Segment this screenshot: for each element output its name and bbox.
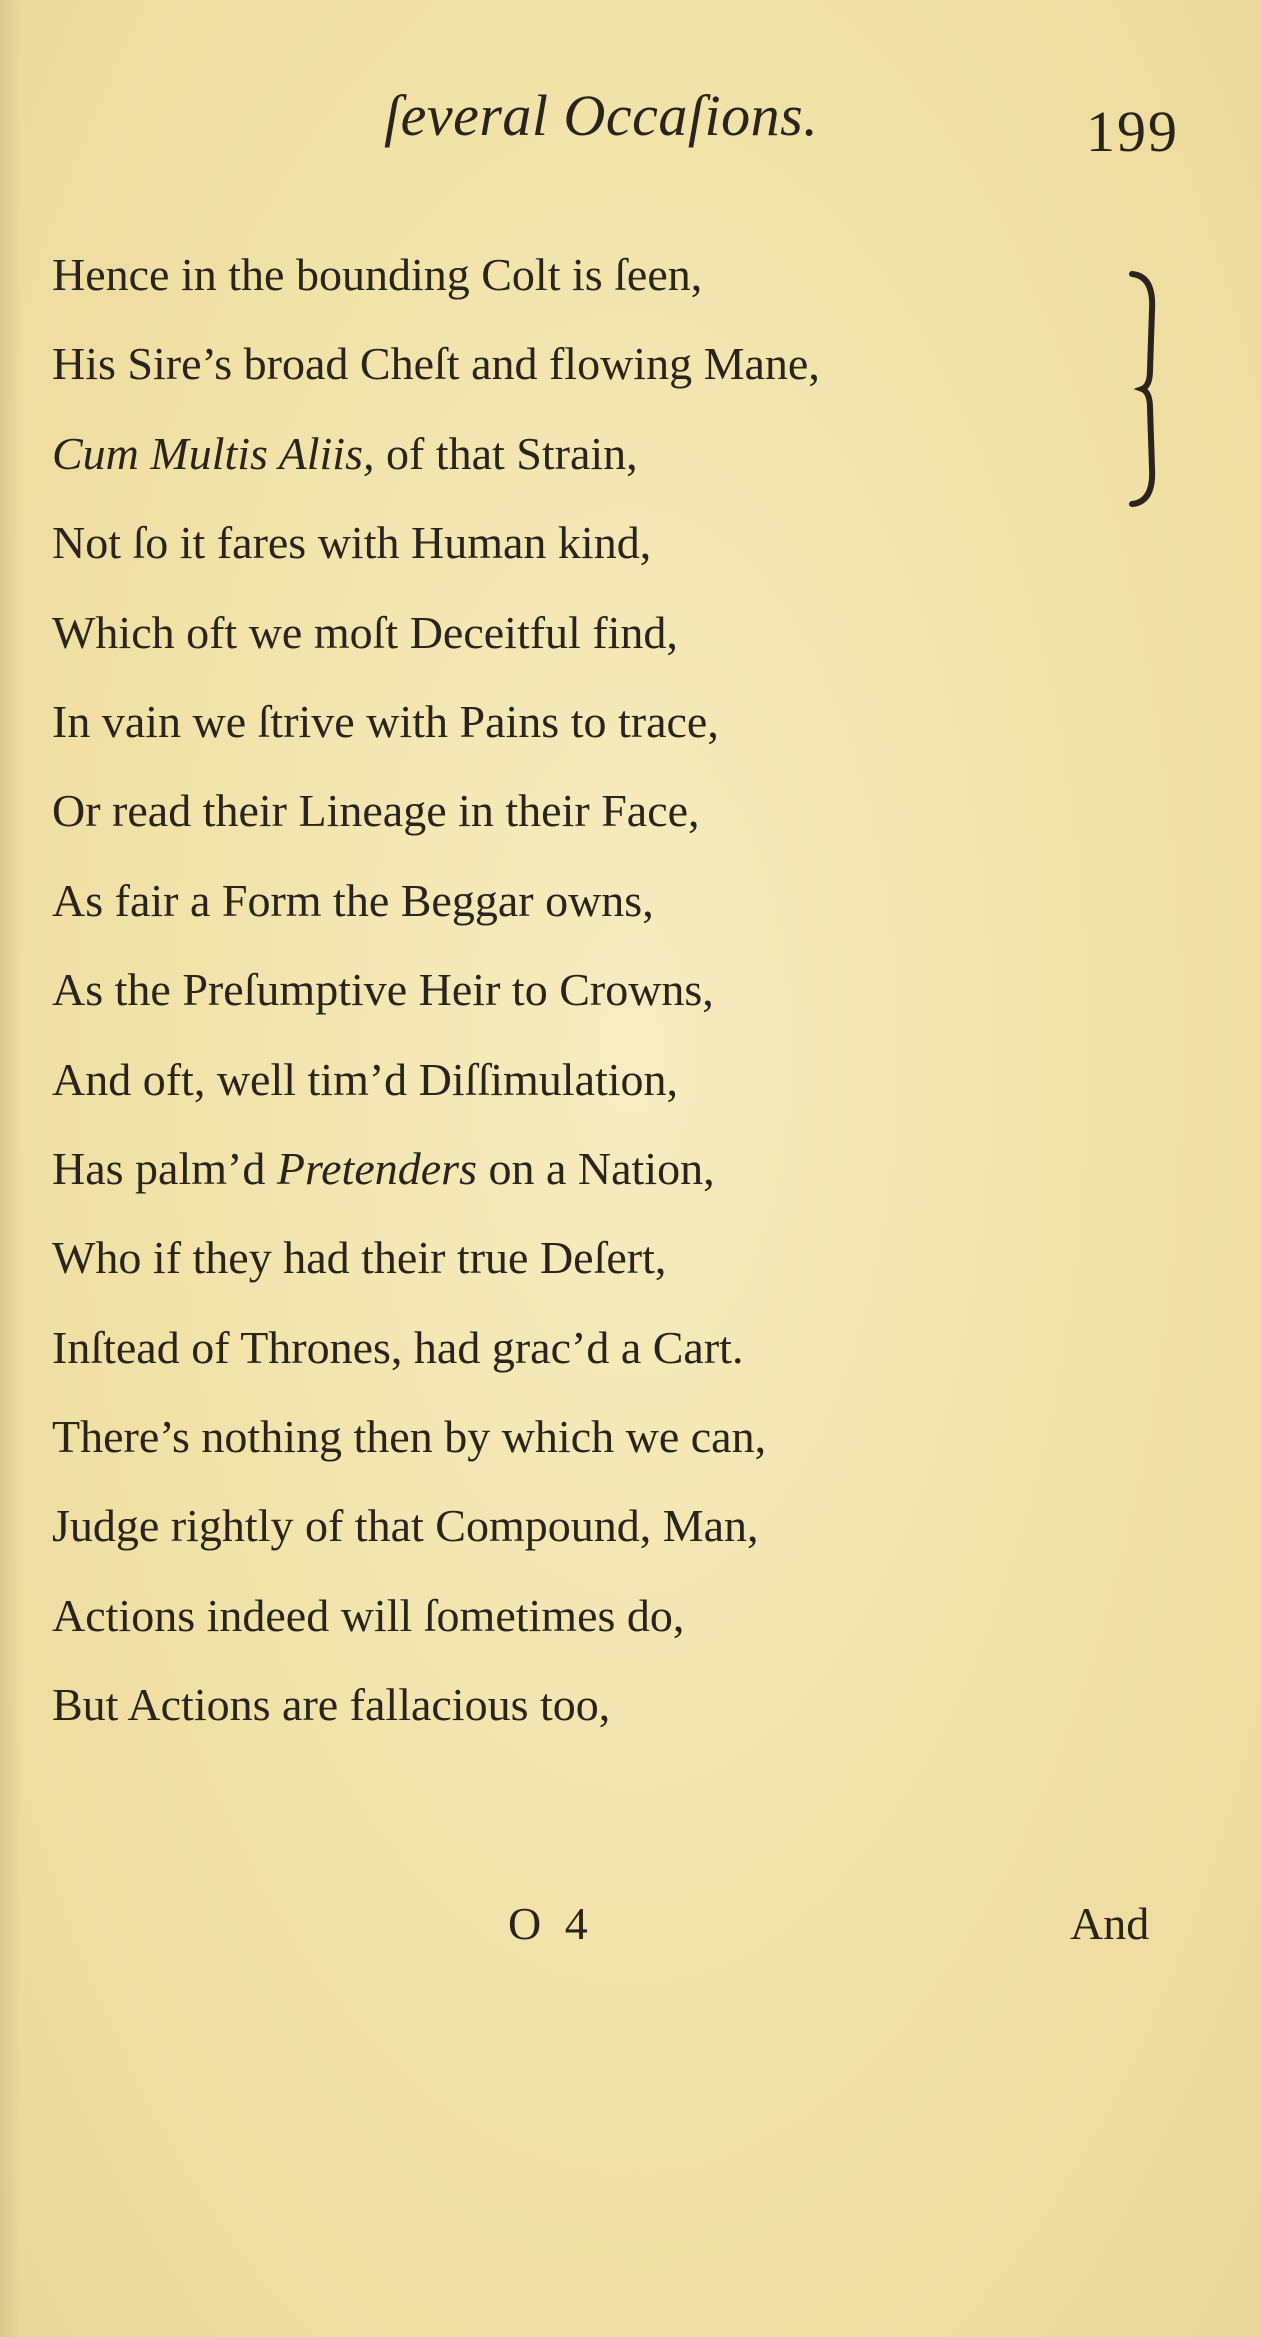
verse-line: Has palm’d Pretenders on a Nation, [52,1142,715,1194]
verse-line: As the Preſumptive Heir to Crowns, [52,964,714,1016]
latin-phrase: Cum Multis Aliis, [52,427,375,479]
catchword: And [1070,1898,1150,1949]
verse-line: Not ſo it fares with Human kind, [52,517,652,569]
verse-line: Which oft we moſt Deceitful find, [52,606,678,658]
verse-line: Actions indeed will ſometimes do, [52,1589,685,1641]
triplet-brace-icon [1124,270,1164,508]
verse-line: Inſtead of Thrones, had grac’d a Cart. [52,1321,744,1373]
italic-word: Pretenders [276,1142,477,1194]
page-number: 199 [1086,99,1179,164]
verse-line: Hence in the bounding Colt is ſeen, [52,249,703,300]
verse-line: But Actions are fallacious too, [52,1679,611,1731]
verse-line: And oft, well tim’d Diſſimulation, [52,1053,679,1105]
running-title: ſeveral Occaſions. [384,83,819,148]
verse-line: Or read their Lineage in their Face, [52,785,700,837]
verse-line: As fair a Form the Beggar owns, [52,874,654,926]
verse-line: Cum Multis Aliis, of that Strain, [52,427,638,479]
verse-line: Who if they had their true Deſert, [52,1232,667,1284]
page-edge-shadow [0,0,22,2337]
poem-verse [52,230,820,1750]
verse-line: In vain we ſtrive with Pains to trace, [52,695,719,747]
verse-line: Judge rightly of that Compound, Man, [52,1500,759,1552]
signature-mark: O 4 [508,1898,594,1949]
verse-line: There’s nothing then by which we can, [52,1411,767,1463]
verse-line: His Sire’s broad Cheſt and flowing Mane, [52,338,820,390]
